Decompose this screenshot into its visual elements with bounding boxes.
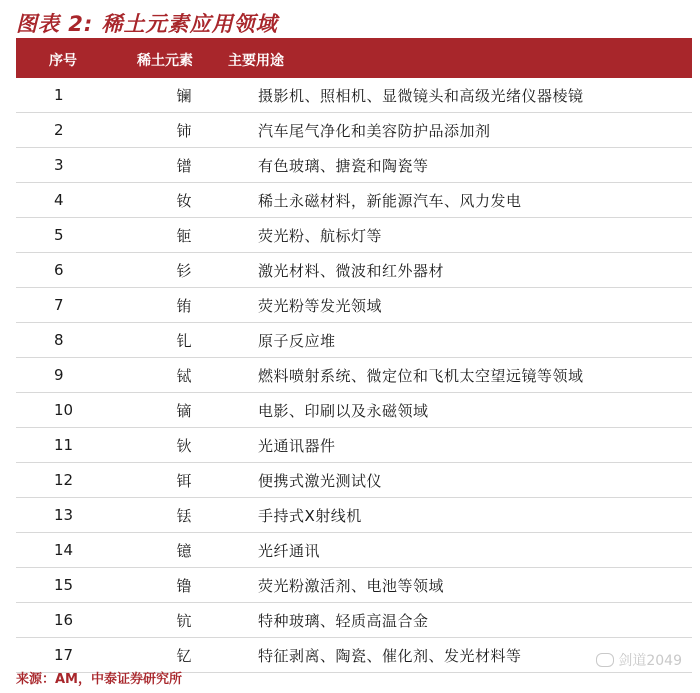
cell-use: 稀土永磁材料，新能源汽车、风力发电 <box>258 191 522 210</box>
cell-element: 钬 <box>176 436 192 455</box>
table-row <box>16 323 692 358</box>
page-title: 图表 2: 稀土元素应用领域 <box>16 12 278 36</box>
cell-use: 燃料喷射系统、微定位和飞机太空望远镜等领域 <box>258 366 584 385</box>
header-use: 主要用途 <box>228 52 284 69</box>
cell-element: 铽 <box>176 366 192 385</box>
source-note: 来源：AM，中泰证券研究所 <box>16 672 182 687</box>
cell-use: 原子反应堆 <box>258 331 336 350</box>
watermark-text: 剑道2049 <box>618 653 682 669</box>
cell-element: 镨 <box>176 156 192 175</box>
cell-use: 光通讯器件 <box>258 436 336 455</box>
cell-use: 荧光粉、航标灯等 <box>258 226 383 245</box>
cell-use: 特征剥离、陶瓷、催化剂、发光材料等 <box>258 646 522 665</box>
cell-no: 17 <box>54 646 74 664</box>
cell-element: 钕 <box>176 191 192 210</box>
watermark <box>596 650 682 670</box>
table-row <box>16 183 692 218</box>
cell-use: 手持式X射线机 <box>258 506 362 525</box>
cell-use: 有色玻璃、搪瓷和陶瓷等 <box>258 156 429 175</box>
rare-earth-table <box>16 41 692 673</box>
cell-no: 3 <box>54 156 64 174</box>
cell-element: 镥 <box>176 576 192 595</box>
cell-no: 6 <box>54 261 64 279</box>
table-row <box>16 533 692 568</box>
table-row <box>16 148 692 183</box>
cell-use: 特种玻璃、轻质高温合金 <box>258 611 429 630</box>
cell-no: 11 <box>54 436 74 454</box>
table-row <box>16 393 692 428</box>
table-row <box>16 498 692 533</box>
cell-no: 10 <box>54 401 74 419</box>
cell-element: 镧 <box>176 86 192 105</box>
cell-no: 5 <box>54 226 64 244</box>
cell-use: 荧光粉等发光领域 <box>258 296 383 315</box>
cell-use: 荧光粉激活剂、电池等领域 <box>258 576 445 595</box>
cell-element: 钇 <box>176 646 192 665</box>
cell-element: 钪 <box>176 611 192 630</box>
cell-element: 铕 <box>176 296 192 315</box>
cell-no: 2 <box>54 121 64 139</box>
table-row <box>16 78 692 113</box>
table-row <box>16 253 692 288</box>
cell-element: 钐 <box>176 261 192 280</box>
cell-element: 钷 <box>176 226 192 245</box>
table-row <box>16 428 692 463</box>
cell-no: 1 <box>54 86 64 104</box>
cell-no: 14 <box>54 541 74 559</box>
wechat-icon <box>596 653 614 667</box>
cell-use: 汽车尾气净化和美容防护品添加剂 <box>258 121 491 140</box>
table-row <box>16 603 692 638</box>
cell-use: 光纤通讯 <box>258 541 321 560</box>
cell-no: 13 <box>54 506 74 524</box>
cell-no: 12 <box>54 471 74 489</box>
table-row <box>16 288 692 323</box>
cell-no: 4 <box>54 191 64 209</box>
header-element: 稀土元素 <box>137 52 193 69</box>
cell-use: 电影、印刷以及永磁领域 <box>258 401 429 420</box>
table-row <box>16 113 692 148</box>
cell-no: 7 <box>54 296 64 314</box>
cell-no: 15 <box>54 576 74 594</box>
table-header <box>16 41 692 78</box>
cell-element: 钆 <box>176 331 192 350</box>
cell-use: 摄影机、照相机、显微镜头和高级光绪仪器棱镜 <box>258 86 584 105</box>
cell-element: 铈 <box>176 121 192 140</box>
header-no: 序号 <box>49 52 77 69</box>
table-row <box>16 463 692 498</box>
table-row <box>16 568 692 603</box>
cell-no: 9 <box>54 366 64 384</box>
cell-element: 镝 <box>176 401 192 420</box>
cell-no: 16 <box>54 611 74 629</box>
cell-element: 铥 <box>176 506 192 525</box>
table-row <box>16 218 692 253</box>
cell-element: 铒 <box>176 471 192 490</box>
cell-use: 便携式激光测试仪 <box>258 471 383 490</box>
cell-no: 8 <box>54 331 64 349</box>
cell-use: 激光材料、微波和红外器材 <box>258 261 445 280</box>
table-row <box>16 358 692 393</box>
cell-element: 镱 <box>176 541 192 560</box>
table-body <box>16 78 692 673</box>
